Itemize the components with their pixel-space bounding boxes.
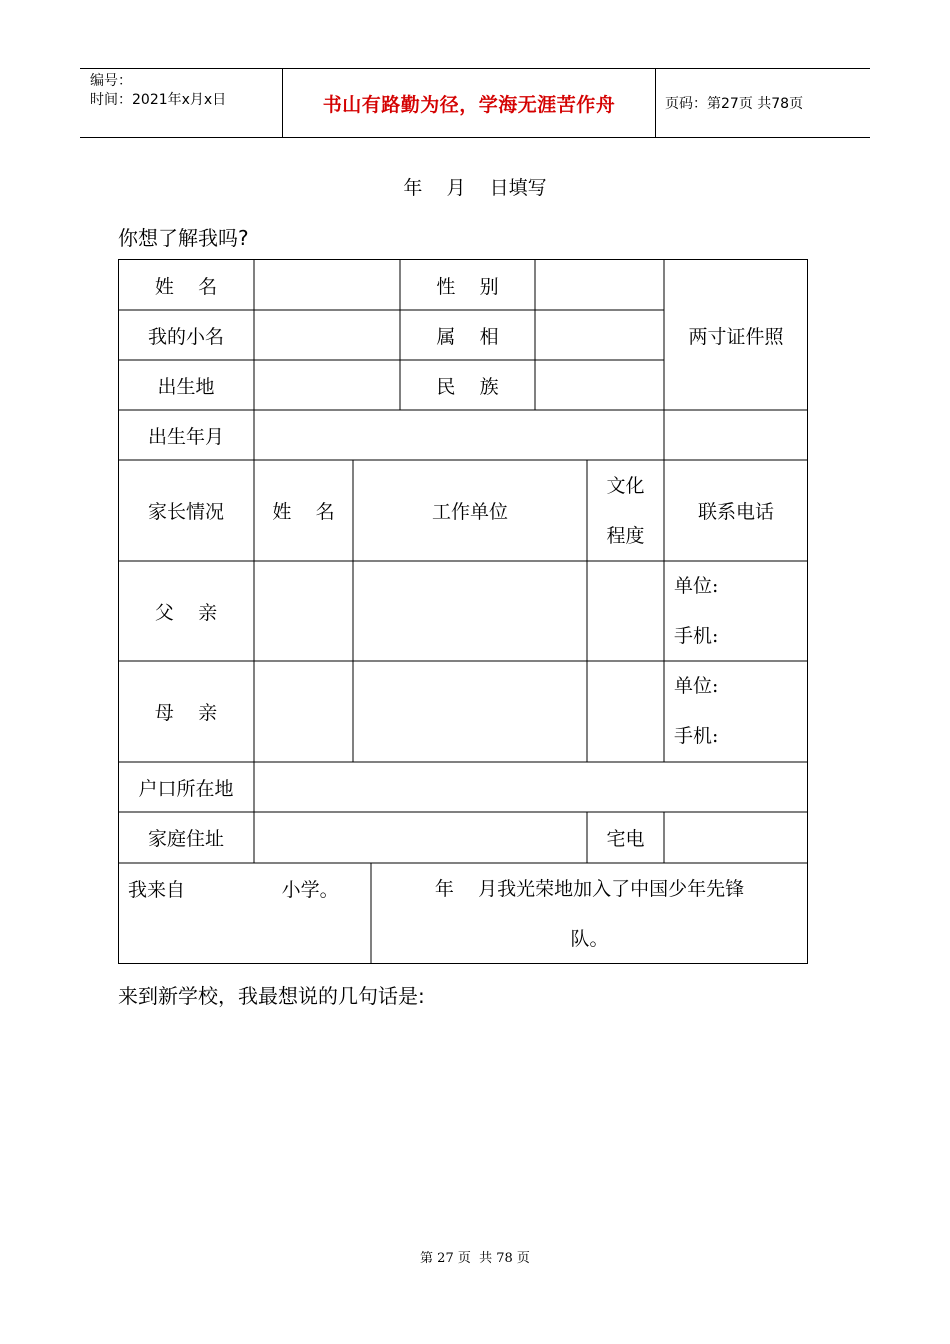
header-meta [80, 69, 282, 137]
mother-mobile-label: 手机: [674, 725, 719, 747]
father-phone-cell[interactable] [664, 561, 808, 661]
father-education-input[interactable] [588, 561, 664, 661]
home-phone-label: 宅电 [606, 828, 645, 850]
school-from-text[interactable]: 我来自 小学。 [128, 878, 339, 901]
mother-name-input[interactable] [255, 661, 353, 762]
nickname-input[interactable] [255, 310, 400, 360]
parent-name-header: 姓 名 [272, 501, 335, 523]
father-label: 父 亲 [154, 601, 218, 624]
fill-date-line: 年 月 日填写 [403, 177, 547, 199]
hukou-label: 户口所在地 [138, 777, 234, 800]
address-label: 家庭住址 [147, 828, 224, 850]
header-page-cell [655, 69, 870, 137]
education-header [587, 460, 664, 561]
name-label: 姓 名 [154, 275, 218, 298]
education-label-2: 程度 [606, 524, 645, 547]
workplace-header: 工作单位 [431, 501, 508, 523]
father-mobile-label: 手机: [674, 625, 719, 647]
birthdate-label: 出生年月 [147, 425, 224, 448]
parents-label: 家长情况 [147, 501, 224, 523]
ethnicity-label: 民 族 [436, 375, 499, 398]
address-input[interactable] [255, 812, 587, 863]
document-header [80, 68, 870, 138]
photo-box: 两寸证件照 [688, 325, 784, 348]
mother-work-phone-label: 单位: [674, 675, 719, 697]
home-phone-input[interactable] [665, 812, 808, 863]
education-label-1: 文化 [606, 474, 645, 497]
father-name-input[interactable] [255, 561, 353, 661]
zodiac-label: 属 相 [436, 325, 499, 348]
hukou-input[interactable] [255, 762, 808, 812]
mother-workplace-input[interactable] [354, 661, 587, 762]
zodiac-input[interactable] [536, 310, 664, 360]
nickname-label: 我的小名 [147, 325, 224, 348]
mother-education-input[interactable] [588, 661, 664, 762]
birthplace-input[interactable] [255, 360, 400, 410]
gender-input[interactable] [536, 260, 664, 310]
mother-label: 母 亲 [154, 702, 218, 724]
motto: 书山有路勤为径，学海无涯苦作舟 [322, 93, 616, 116]
father-work-phone-label: 单位: [674, 575, 719, 597]
pioneer-text[interactable] [371, 863, 808, 964]
header-motto-cell [282, 69, 656, 137]
page-info: 页码：第27页 共78页 [665, 96, 804, 112]
birthdate-input[interactable] [255, 410, 664, 460]
gender-label: 性 别 [436, 275, 499, 298]
phone-header: 联系电话 [697, 501, 774, 523]
name-input[interactable] [255, 260, 400, 310]
father-workplace-input[interactable] [354, 561, 587, 661]
pioneer-line-2: 队。 [570, 927, 609, 950]
page-footer: 第 27 页 共 78 页 [420, 1251, 530, 1266]
serial-label: 编号： [90, 73, 132, 89]
birthplace-label: 出生地 [157, 375, 215, 398]
new-school-question: 来到新学校，我最想说的几句话是: [118, 984, 425, 1008]
time-label: 时间：2021年x月x日 [90, 92, 227, 108]
info-form [118, 259, 808, 964]
pioneer-line-1: 年 月我光荣地加入了中国少年先锋 [434, 877, 745, 900]
mother-phone-cell[interactable] [664, 661, 808, 762]
ethnicity-input[interactable] [536, 360, 664, 410]
intro-question: 你想了解我吗? [118, 226, 249, 250]
